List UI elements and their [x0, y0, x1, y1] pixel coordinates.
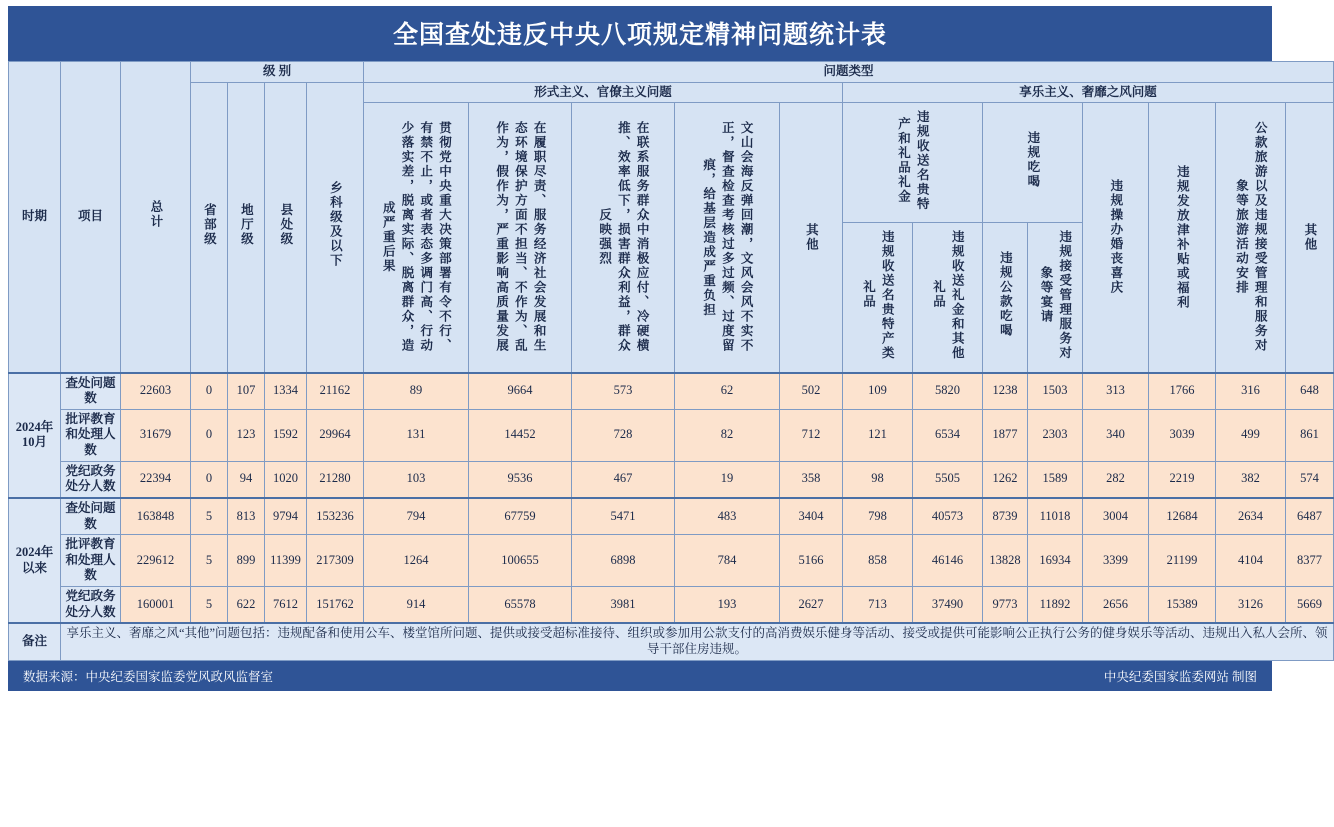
cell-eat-public: 8739 [983, 498, 1028, 535]
cell-other: 574 [1286, 461, 1334, 498]
table-row [9, 498, 1334, 535]
col-item: 项目 [61, 62, 121, 373]
cell-wedding: 3399 [1083, 535, 1149, 587]
cell-wedding: 3004 [1083, 498, 1149, 535]
cell-gift-money: 40573 [913, 498, 983, 535]
cell-gift-specialty: 713 [843, 587, 913, 624]
cell-total: 229612 [121, 535, 191, 587]
table-row [9, 373, 1334, 410]
cell-level-prefecture: 813 [228, 498, 265, 535]
cell-gift-money: 37490 [913, 587, 983, 624]
cell-level-province: 0 [191, 409, 228, 461]
cell-wedding: 313 [1083, 373, 1149, 410]
cell-gift-specialty: 121 [843, 409, 913, 461]
cell-formalism-3: 467 [572, 461, 675, 498]
cell-level-prefecture: 107 [228, 373, 265, 410]
cell-formalism-1: 914 [364, 587, 469, 624]
row-item-label: 批评教育和处理人数 [61, 409, 121, 461]
cell-level-prefecture: 123 [228, 409, 265, 461]
cell-eat-banquet: 1503 [1028, 373, 1083, 410]
cell-other: 648 [1286, 373, 1334, 410]
cell-gift-specialty: 109 [843, 373, 913, 410]
row-item-label: 批评教育和处理人数 [61, 535, 121, 587]
col-formalism-other: 其他 [780, 103, 843, 373]
cell-total: 160001 [121, 587, 191, 624]
cell-formalism-2: 14452 [469, 409, 572, 461]
cell-level-township: 21280 [307, 461, 364, 498]
cell-other: 5669 [1286, 587, 1334, 624]
cell-formalism-2: 9536 [469, 461, 572, 498]
cell-travel: 382 [1216, 461, 1286, 498]
col-eat-banquet: 违规接受管理服务对象等宴请 [1028, 222, 1083, 372]
cell-formalism-1: 131 [364, 409, 469, 461]
cell-total: 31679 [121, 409, 191, 461]
cell-eat-public: 1238 [983, 373, 1028, 410]
group-hedonism: 享乐主义、奢靡之风问题 [843, 82, 1334, 103]
group-hedonism-eat: 违规吃喝 [983, 103, 1083, 223]
cell-eat-public: 1262 [983, 461, 1028, 498]
col-formalism-3: 在联系服务群众中消极应付、冷硬横推、效率低下，损害群众利益，群众反映强烈 [572, 103, 675, 373]
table-row [9, 461, 1334, 498]
cell-eat-banquet: 11892 [1028, 587, 1083, 624]
cell-formalism-2: 9664 [469, 373, 572, 410]
cell-level-county: 11399 [265, 535, 307, 587]
group-problem-type: 问题类型 [364, 62, 1334, 83]
data-source-text: 数据来源：中央纪委国家监委党风政风监督室 [23, 669, 274, 684]
row-item-label: 查处问题数 [61, 373, 121, 410]
col-period: 时期 [9, 62, 61, 373]
cell-level-township: 151762 [307, 587, 364, 624]
cell-level-township: 29964 [307, 409, 364, 461]
cell-formalism-4: 82 [675, 409, 780, 461]
col-level-province: 省部级 [191, 82, 228, 372]
row-item-label: 党纪政务处分人数 [61, 461, 121, 498]
cell-eat-public: 9773 [983, 587, 1028, 624]
col-hedonism-wedding: 违规操办婚丧喜庆 [1083, 103, 1149, 373]
col-hedonism-travel: 公款旅游以及违规接受管理和服务对象等旅游活动安排 [1216, 103, 1286, 373]
cell-formalism-2: 67759 [469, 498, 572, 535]
cell-total: 163848 [121, 498, 191, 535]
cell-formalism-3: 6898 [572, 535, 675, 587]
note-text: 享乐主义、奢靡之风“其他”问题包括：违规配备和使用公车、楼堂馆所问题、提供或接受超标准接待、组织或参加用公款支付的高消费娱乐健身等活动、接受或提供可能影响公正执行公务的健身娱乐等活动、违规出入私人会所、领导干部住房违规。 [61, 623, 1334, 660]
cell-gift-specialty: 798 [843, 498, 913, 535]
cell-formalism-3: 573 [572, 373, 675, 410]
cell-wedding: 340 [1083, 409, 1149, 461]
cell-allowance: 21199 [1149, 535, 1216, 587]
table-row [9, 535, 1334, 587]
cell-gift-money: 6534 [913, 409, 983, 461]
col-level-township: 乡科级及以下 [307, 82, 364, 372]
col-formalism-1: 贯彻党中央重大决策部署有令不行、有禁不止，或者表态多调门高、行动少落实差，脱离实际、脱离群众，造成严重后果 [364, 103, 469, 373]
cell-formalism-4: 483 [675, 498, 780, 535]
row-item-label: 查处问题数 [61, 498, 121, 535]
cell-level-county: 1592 [265, 409, 307, 461]
cell-allowance: 12684 [1149, 498, 1216, 535]
cell-level-county: 9794 [265, 498, 307, 535]
cell-allowance: 1766 [1149, 373, 1216, 410]
cell-eat-public: 13828 [983, 535, 1028, 587]
table-row [9, 409, 1334, 461]
cell-travel: 316 [1216, 373, 1286, 410]
row-period-2024-10: 2024年10月 [9, 373, 61, 498]
cell-formalism-4: 193 [675, 587, 780, 624]
page-title: 全国查处违反中央八项规定精神问题统计表 [8, 6, 1272, 61]
cell-gift-specialty: 98 [843, 461, 913, 498]
cell-formalism-1: 103 [364, 461, 469, 498]
cell-level-county: 7612 [265, 587, 307, 624]
cell-allowance: 3039 [1149, 409, 1216, 461]
col-gift-money: 违规收送礼金和其他礼品 [913, 222, 983, 372]
cell-formalism-4: 62 [675, 373, 780, 410]
cell-level-prefecture: 899 [228, 535, 265, 587]
cell-formalism-other: 502 [780, 373, 843, 410]
cell-formalism-3: 5471 [572, 498, 675, 535]
cell-other: 8377 [1286, 535, 1334, 587]
cell-travel: 4104 [1216, 535, 1286, 587]
cell-gift-money: 5505 [913, 461, 983, 498]
credit-text: 中央纪委国家监委网站 制图 [1103, 669, 1257, 684]
row-period-2024-since: 2024年以来 [9, 498, 61, 623]
statistics-table [8, 61, 1334, 661]
cell-level-county: 1334 [265, 373, 307, 410]
cell-level-township: 217309 [307, 535, 364, 587]
cell-other: 861 [1286, 409, 1334, 461]
cell-gift-money: 46146 [913, 535, 983, 587]
cell-formalism-other: 2627 [780, 587, 843, 624]
col-gift-specialty: 违规收送名贵特产类礼品 [843, 222, 913, 372]
row-item-label: 党纪政务处分人数 [61, 587, 121, 624]
header-row-1 [9, 62, 1334, 83]
cell-eat-banquet: 2303 [1028, 409, 1083, 461]
col-eat-public: 违规公款吃喝 [983, 222, 1028, 372]
note-row [9, 623, 1334, 660]
note-label: 备注 [9, 623, 61, 660]
col-formalism-2: 在履职尽责、服务经济社会发展和生态环境保护方面不担当、不作为、乱作为，假作为，严重影响高质量发展 [469, 103, 572, 373]
cell-formalism-1: 89 [364, 373, 469, 410]
cell-gift-specialty: 858 [843, 535, 913, 587]
cell-total: 22603 [121, 373, 191, 410]
cell-level-province: 5 [191, 535, 228, 587]
cell-eat-public: 1877 [983, 409, 1028, 461]
cell-level-county: 1020 [265, 461, 307, 498]
cell-level-province: 0 [191, 373, 228, 410]
cell-formalism-other: 712 [780, 409, 843, 461]
cell-formalism-3: 728 [572, 409, 675, 461]
cell-wedding: 2656 [1083, 587, 1149, 624]
header-row-2 [9, 82, 1334, 103]
cell-allowance: 15389 [1149, 587, 1216, 624]
cell-eat-banquet: 16934 [1028, 535, 1083, 587]
table-row [9, 587, 1334, 624]
footer-bar [8, 661, 1272, 691]
cell-other: 6487 [1286, 498, 1334, 535]
cell-eat-banquet: 1589 [1028, 461, 1083, 498]
cell-formalism-4: 784 [675, 535, 780, 587]
cell-travel: 499 [1216, 409, 1286, 461]
cell-level-township: 21162 [307, 373, 364, 410]
col-hedonism-other: 其他 [1286, 103, 1334, 373]
cell-formalism-2: 100655 [469, 535, 572, 587]
cell-allowance: 2219 [1149, 461, 1216, 498]
col-total: 总计 [121, 62, 191, 373]
cell-total: 22394 [121, 461, 191, 498]
cell-formalism-4: 19 [675, 461, 780, 498]
cell-gift-money: 5820 [913, 373, 983, 410]
col-hedonism-allowance: 违规发放津补贴或福利 [1149, 103, 1216, 373]
cell-formalism-1: 794 [364, 498, 469, 535]
cell-travel: 2634 [1216, 498, 1286, 535]
group-hedonism-gift: 违规收送名贵特产和礼品礼金 [843, 103, 983, 223]
cell-level-province: 5 [191, 587, 228, 624]
cell-eat-banquet: 11018 [1028, 498, 1083, 535]
cell-level-province: 5 [191, 498, 228, 535]
cell-formalism-other: 5166 [780, 535, 843, 587]
cell-wedding: 282 [1083, 461, 1149, 498]
cell-level-province: 0 [191, 461, 228, 498]
col-formalism-4: 文山会海反弹回潮，文风会风不实不正，督查检查考核过多过频、过度留痕，给基层造成严重负担 [675, 103, 780, 373]
group-level: 级 别 [191, 62, 364, 83]
cell-formalism-other: 3404 [780, 498, 843, 535]
cell-formalism-1: 1264 [364, 535, 469, 587]
cell-formalism-other: 358 [780, 461, 843, 498]
col-level-county: 县处级 [265, 82, 307, 372]
cell-level-prefecture: 622 [228, 587, 265, 624]
group-formalism: 形式主义、官僚主义问题 [364, 82, 843, 103]
cell-level-township: 153236 [307, 498, 364, 535]
cell-formalism-2: 65578 [469, 587, 572, 624]
col-level-prefecture: 地厅级 [228, 82, 265, 372]
cell-travel: 3126 [1216, 587, 1286, 624]
cell-formalism-3: 3981 [572, 587, 675, 624]
cell-level-prefecture: 94 [228, 461, 265, 498]
